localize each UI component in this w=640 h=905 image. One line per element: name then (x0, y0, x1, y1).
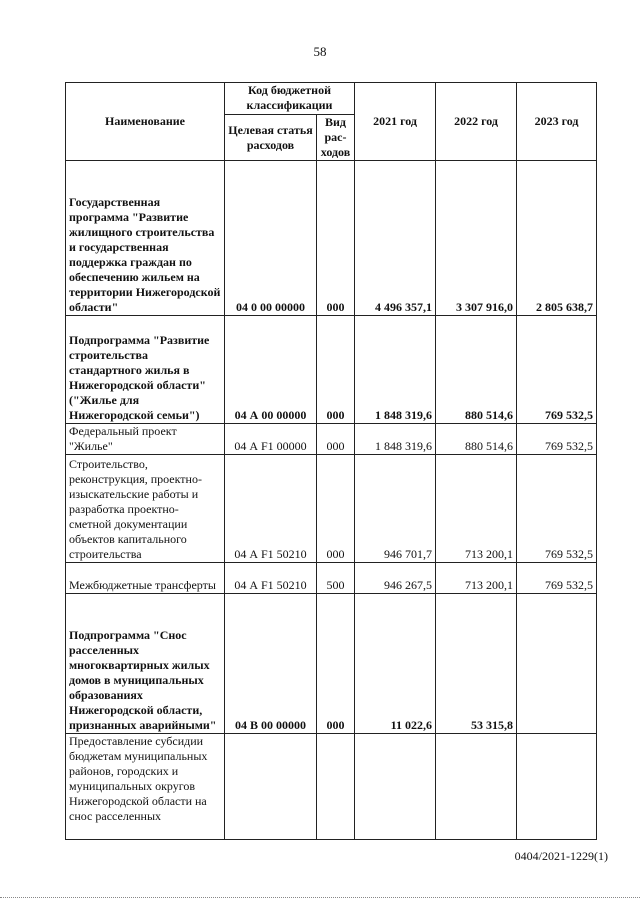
table-row (66, 455, 597, 563)
row-name: Подпрограмма "Развитие строительства стандартного жилья в Нижегородской области" ("Жилье для Нижегородской семьи") (66, 316, 225, 424)
row-expense-type: 000 (317, 161, 355, 316)
row-2021: 946 267,5 (355, 563, 436, 594)
row-name: Федеральный проект "Жилье" (66, 424, 225, 455)
row-2022: 713 200,1 (436, 455, 517, 563)
row-2021: 1 848 319,6 (355, 424, 436, 455)
row-name: Межбюджетные трансферты (66, 563, 225, 594)
row-expense-type: 000 (317, 424, 355, 455)
budget-table (65, 82, 597, 840)
row-2022: 880 514,6 (436, 316, 517, 424)
row-2021 (355, 734, 436, 840)
row-2023: 769 532,5 (517, 316, 597, 424)
header-target-article: Целевая статья расходов (225, 115, 317, 161)
row-code: 04 А 00 00000 (225, 316, 317, 424)
row-expense-type: 000 (317, 594, 355, 734)
row-expense-type: 000 (317, 316, 355, 424)
header-expense-type: Вид рас-ходов (317, 115, 355, 161)
row-code (225, 734, 317, 840)
table-row (66, 424, 597, 455)
row-2022: 3 307 916,0 (436, 161, 517, 316)
row-name: Подпрограмма "Снос расселенных многоквартирных жилых домов в муниципальных образованиях Нижегородской области, признанных аварийными" (66, 594, 225, 734)
row-code: 04 А F1 50210 (225, 455, 317, 563)
scan-edge-divider (0, 897, 640, 901)
page-number: 58 (313, 44, 327, 59)
row-code: 04 А F1 50210 (225, 563, 317, 594)
header-name: Наименование (66, 83, 225, 161)
table-row (66, 563, 597, 594)
table-row (66, 734, 597, 840)
row-2023: 2 805 638,7 (517, 161, 597, 316)
header-2022: 2022 год (436, 83, 517, 161)
row-name: Государственная программа "Развитие жилищного строительства и государственная поддержка граждан по обеспечению жильем на территории Нижегородской области" (66, 161, 225, 316)
row-2021: 1 848 319,6 (355, 316, 436, 424)
row-2021: 946 701,7 (355, 455, 436, 563)
row-2021: 4 496 357,1 (355, 161, 436, 316)
row-name: Строительство, реконструкция, проектно-изыскательские работы и разработка проектно-сметной документации объектов капитального строительства (66, 455, 225, 563)
row-expense-type: 000 (317, 455, 355, 563)
row-code: 04 А F1 00000 (225, 424, 317, 455)
header-2021: 2021 год (355, 83, 436, 161)
table-row (66, 594, 597, 734)
row-2022: 53 315,8 (436, 594, 517, 734)
row-2022: 880 514,6 (436, 424, 517, 455)
row-expense-type (317, 734, 355, 840)
header-budget-code: Код бюджетной классификации (225, 83, 355, 115)
table-row (66, 316, 597, 424)
row-2021: 11 022,6 (355, 594, 436, 734)
row-code: 04 В 00 00000 (225, 594, 317, 734)
row-2023: 769 532,5 (517, 455, 597, 563)
row-2023: 769 532,5 (517, 424, 597, 455)
header-2023: 2023 год (517, 83, 597, 161)
row-2023 (517, 594, 597, 734)
table-row (66, 161, 597, 316)
row-2023 (517, 734, 597, 840)
document-code: 0404/2021-1229(1) (514, 849, 608, 863)
row-2022: 713 200,1 (436, 563, 517, 594)
row-name: Предоставление субсидии бюджетам муниципальных районов, городских и муниципальных округов Нижегородской области на снос расселенных (66, 734, 225, 840)
row-code: 04 0 00 00000 (225, 161, 317, 316)
row-expense-type: 500 (317, 563, 355, 594)
row-2023: 769 532,5 (517, 563, 597, 594)
row-2022 (436, 734, 517, 840)
